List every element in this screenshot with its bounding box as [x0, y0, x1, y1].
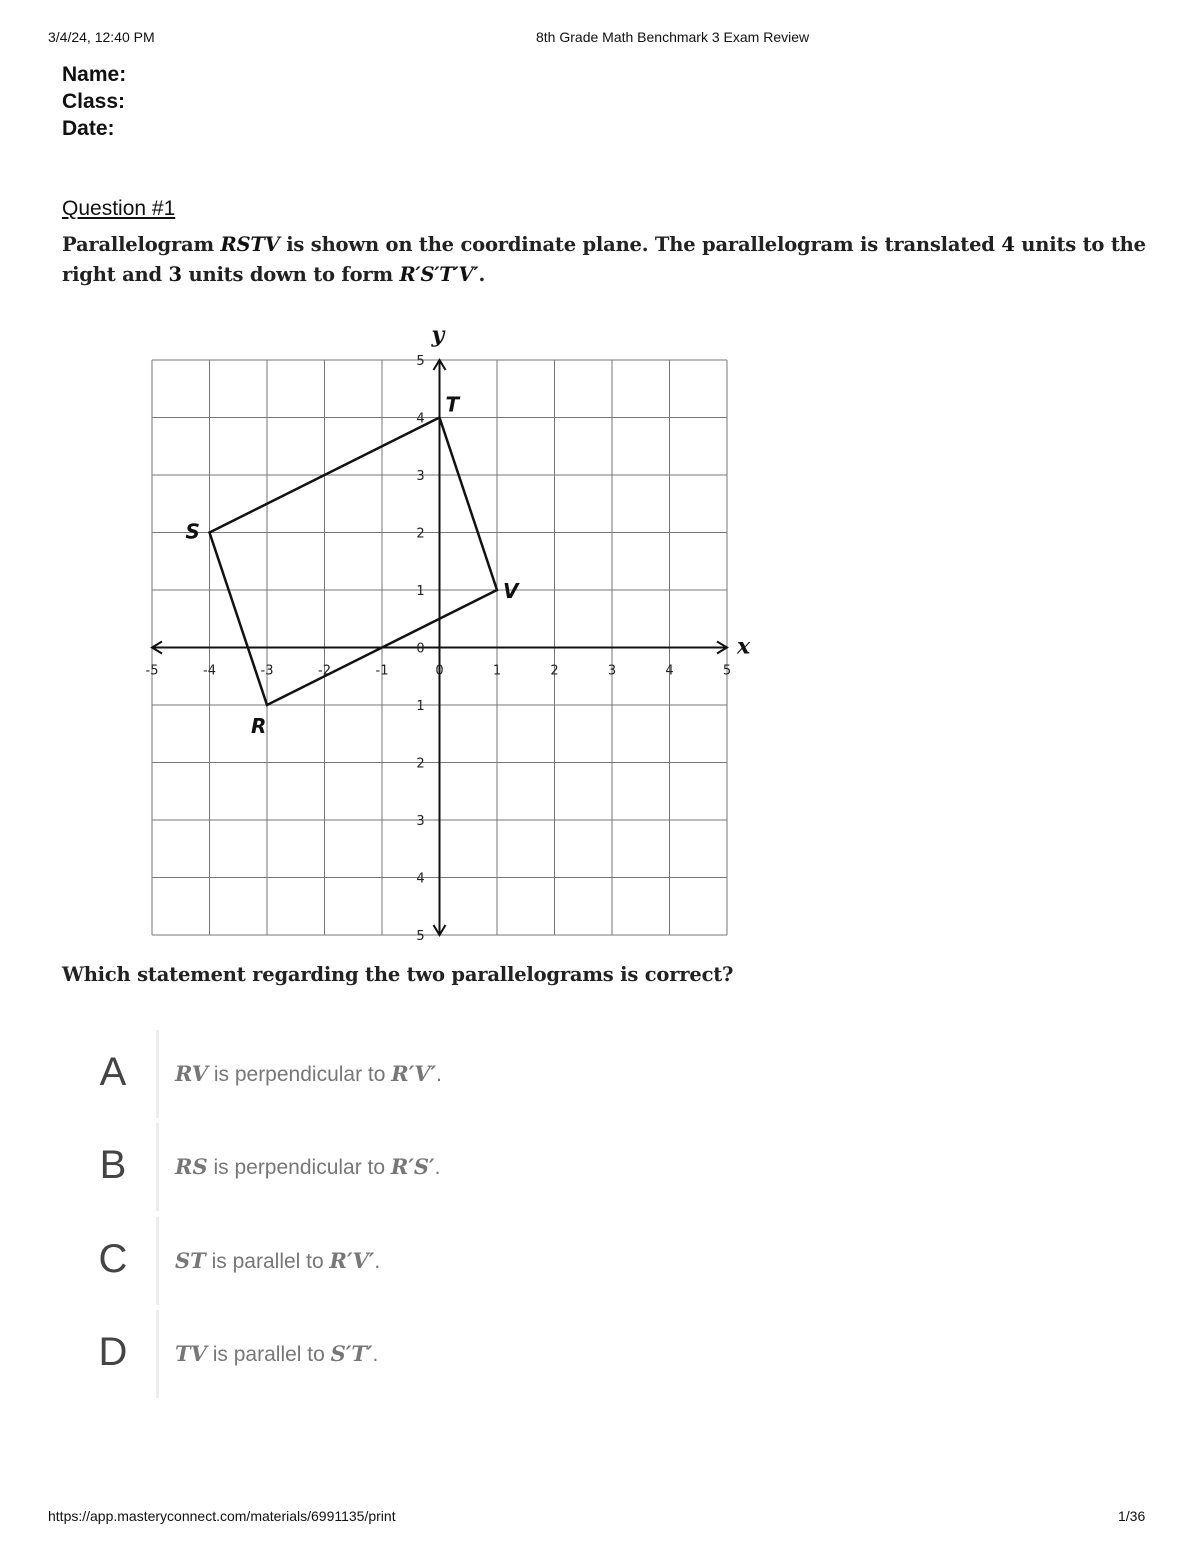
choice-text [175, 1061, 442, 1087]
choice-segment-1: RS [175, 1154, 208, 1179]
x-tick-label: -2 [318, 663, 331, 679]
choice-period: . [434, 1156, 441, 1179]
y-axis-label: y [431, 322, 445, 348]
choice-divider [156, 1310, 159, 1398]
choice-text [175, 1341, 378, 1367]
vertex-label-t: T [445, 392, 460, 417]
choice-period: . [372, 1343, 379, 1366]
question-stem-line-2 [62, 263, 485, 286]
y-tick-label: 1 [416, 699, 425, 714]
print-url: https://app.masteryconnect.com/materials/6991135/print [48, 1508, 396, 1524]
stem-figure-name: RSTV [220, 233, 280, 256]
y-tick-label: 5 [416, 354, 425, 369]
vertex-label-s: S [185, 519, 200, 544]
choice-relation: is parallel to [206, 1343, 331, 1366]
choice-relation: is parallel to [205, 1250, 330, 1273]
y-tick-label: 3 [416, 469, 425, 484]
x-tick-label: 1 [492, 663, 502, 679]
choice-segment-1: RV [175, 1061, 208, 1086]
choice-segment-2: R′V′ [329, 1248, 375, 1273]
choice-letter: C [98, 1237, 128, 1281]
x-tick-label: 0 [435, 663, 444, 679]
choice-period: . [436, 1063, 442, 1086]
answer-choice-d[interactable] [0, 1310, 1200, 1398]
y-tick-label: 3 [416, 814, 425, 829]
choice-segment-2: S′T′ [330, 1341, 373, 1366]
choice-segment-2: R′S′ [390, 1154, 435, 1179]
choice-period: . [374, 1250, 381, 1273]
choice-divider [156, 1030, 159, 1118]
y-tick-label: 0 [416, 641, 425, 657]
parallelogram-rstv [210, 418, 498, 706]
stem-right-units: 4 [1001, 233, 1015, 256]
name-field-label: Name: [62, 63, 127, 86]
answer-choice-b[interactable] [0, 1123, 1200, 1211]
answer-choice-a[interactable] [0, 1030, 1200, 1118]
vertex-label-v: V [503, 579, 519, 603]
choice-segment-2: R′V′ [391, 1061, 437, 1086]
stem-text: is shown on the coordinate plane. The parallelogram is translated [279, 233, 1002, 256]
choice-text [175, 1154, 440, 1180]
choice-segment-1: ST [175, 1248, 206, 1273]
x-tick-label: 3 [607, 663, 617, 679]
x-tick-label: -3 [260, 663, 274, 679]
vertex-label-r: R [251, 714, 267, 738]
print-page-number: 1/36 [1118, 1508, 1146, 1524]
x-tick-label: 4 [665, 663, 674, 679]
choice-segment-1: TV [175, 1341, 207, 1366]
x-tick-label: 5 [722, 663, 732, 679]
choice-text [175, 1248, 380, 1274]
answer-choice-c[interactable] [0, 1217, 1200, 1305]
stem-image-name: R′S′T′V′ [399, 263, 479, 286]
choice-relation: is perpendicular to [208, 1063, 392, 1086]
stem-text: units down to form [181, 263, 400, 286]
y-tick-label: 4 [416, 871, 425, 887]
y-tick-label: 1 [416, 584, 425, 599]
vertex-labels [186, 393, 521, 739]
date-field-label: Date: [62, 117, 115, 140]
choice-letter: A [99, 1050, 127, 1094]
stem-text: right and [62, 263, 169, 286]
stem-text: . [478, 263, 486, 286]
y-tick-label: 2 [416, 756, 425, 772]
axes [152, 360, 727, 935]
question-heading: Question #1 [62, 197, 176, 220]
stem-down-units: 3 [168, 263, 182, 286]
choice-divider [156, 1123, 159, 1211]
tick-labels [146, 354, 732, 944]
print-datetime: 3/4/24, 12:40 PM [48, 29, 155, 45]
y-tick-label: 2 [416, 526, 425, 542]
stem-text: Parallelogram [62, 233, 221, 256]
x-tick-label: -4 [203, 663, 216, 679]
x-tick-label: -5 [145, 663, 159, 679]
print-doc-title: 8th Grade Math Benchmark 3 Exam Review [536, 29, 810, 45]
class-field-label: Class: [62, 90, 126, 113]
choice-divider [156, 1217, 159, 1305]
coordinate-plane-graph [120, 315, 780, 944]
x-tick-label: -1 [375, 663, 389, 679]
y-tick-label: 5 [416, 929, 425, 944]
stem-text: units to the [1014, 233, 1146, 256]
x-axis-label: x [737, 633, 751, 660]
question-prompt: Which statement regarding the two parallelograms is correct? [62, 963, 734, 986]
y-tick-label: 4 [416, 411, 425, 427]
choice-relation: is perpendicular to [207, 1156, 391, 1179]
choice-letter: D [98, 1330, 128, 1374]
choice-letter: B [99, 1143, 127, 1187]
question-stem-line-1 [62, 233, 1146, 256]
x-tick-label: 2 [550, 663, 559, 679]
